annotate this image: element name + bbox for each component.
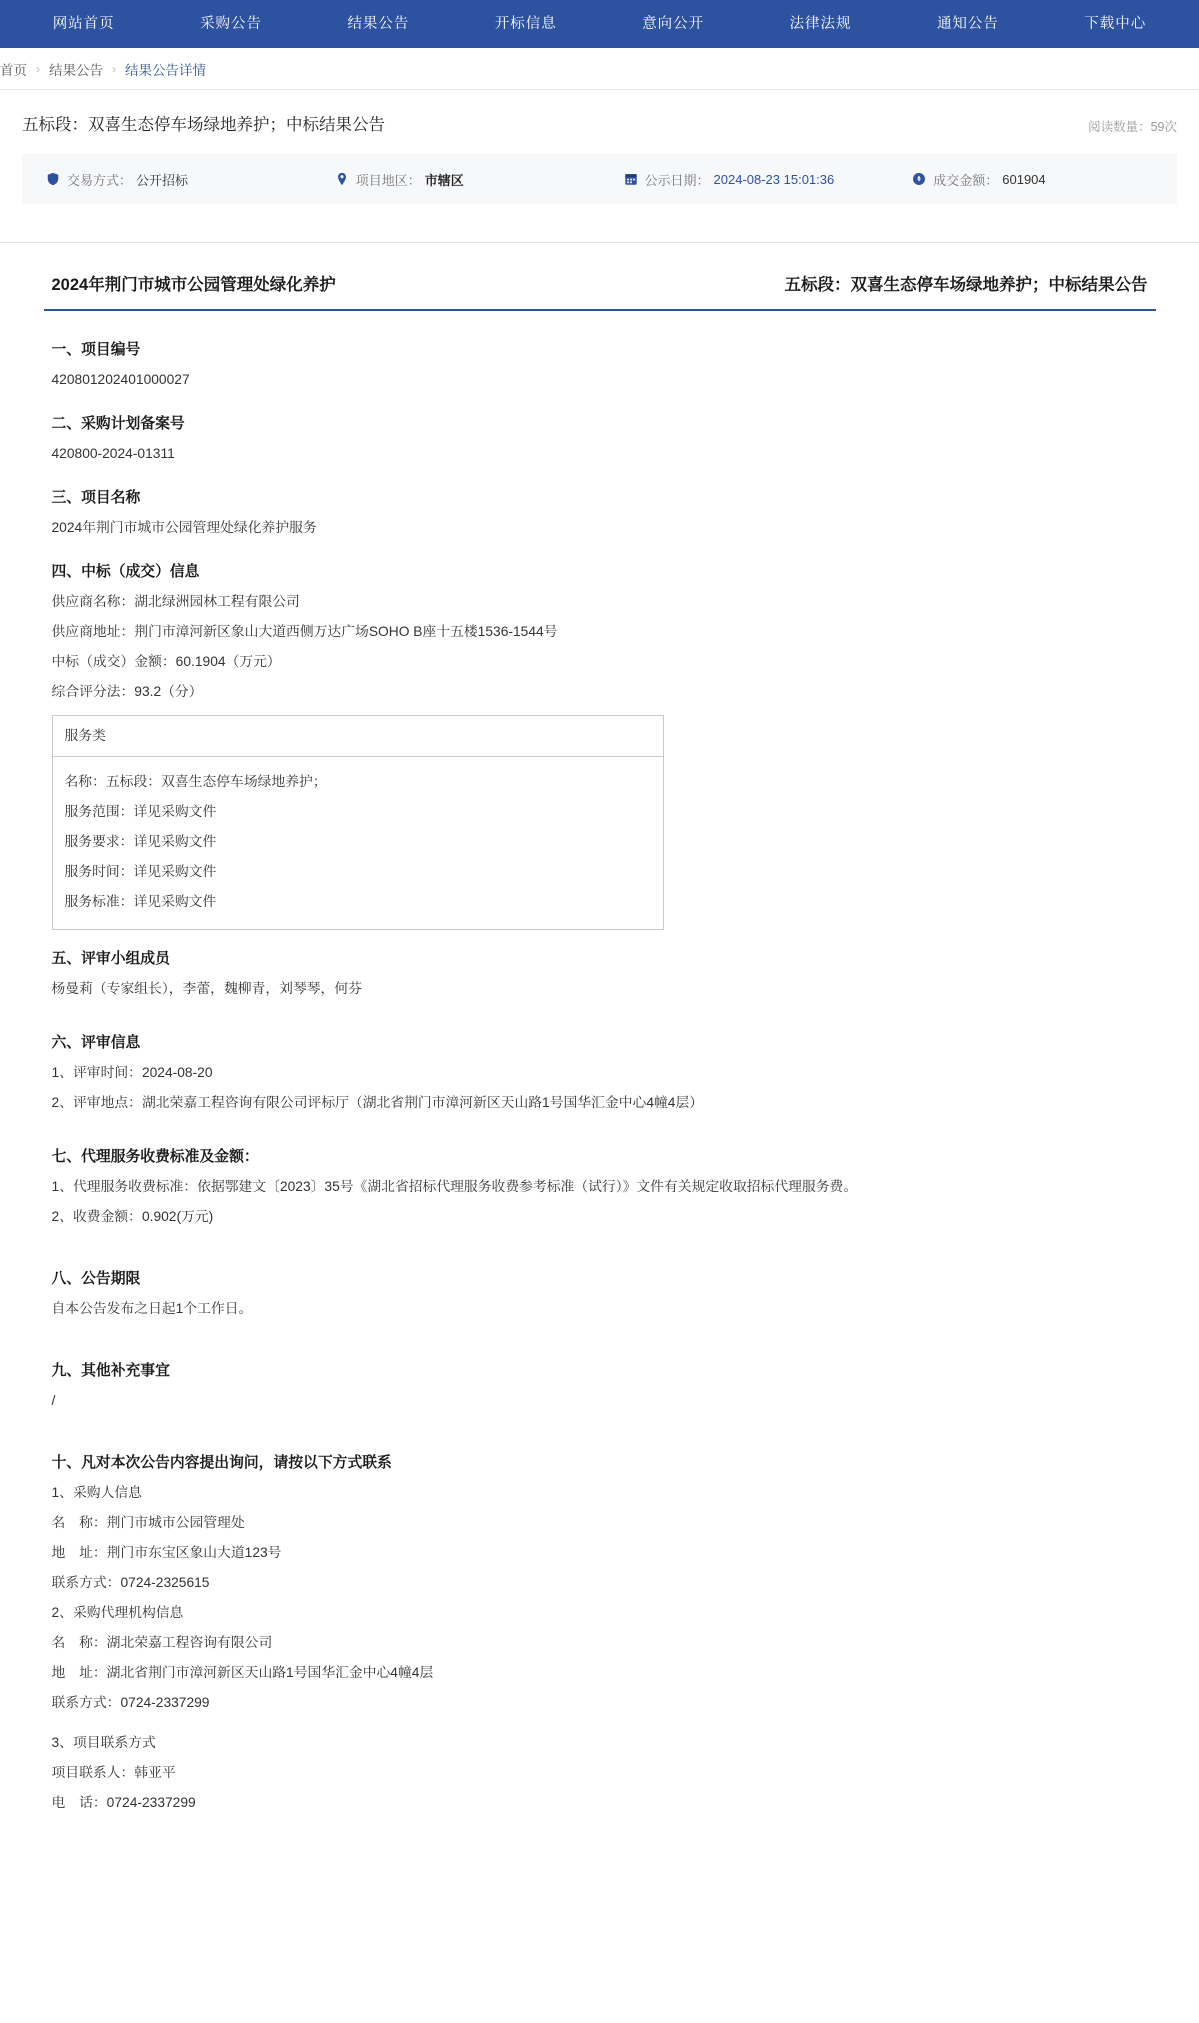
service-row-name: 名称：五标段：双喜生态停车场绿地养护；: [64, 774, 327, 789]
nav-item-intention-disclosure[interactable]: 意向公开: [642, 16, 705, 32]
breadcrumb-separator-icon: ›: [112, 61, 116, 76]
agency-info-label: 2、采购代理机构信息: [51, 1605, 184, 1620]
spacer: [52, 1232, 1148, 1250]
service-row-standard: 服务标准：详见采购文件: [64, 894, 217, 909]
page-title: 五标段：双喜生态停车场绿地养护；中标结果公告: [22, 116, 385, 134]
meta-amount-value: 601904: [1002, 171, 1046, 187]
nav-item-procurement-notice[interactable]: 采购公告: [200, 16, 263, 32]
meta-bar: [22, 154, 1177, 204]
calendar-icon: [624, 172, 638, 186]
nav-item-laws-regulations[interactable]: 法律法规: [789, 16, 852, 32]
spacer: [52, 1718, 1148, 1728]
service-table-header: 服务类: [53, 716, 663, 757]
meta-publish-date-label: 公示日期：: [644, 172, 710, 188]
breadcrumb-item-result-notice[interactable]: 结果公告: [49, 62, 103, 78]
section-5-title: 五、评审小组成员: [51, 951, 170, 967]
meta-trade-mode-label: 交易方式：: [67, 172, 133, 188]
agency-address: 地 址：湖北省荆门市漳河新区天山路1号国华汇金中心4幢4层: [51, 1665, 434, 1680]
section-4-title: 四、中标（成交）信息: [51, 564, 200, 580]
meta-amount-label: 成交金额：: [933, 172, 999, 188]
meta-region-label: 项目地区：: [355, 172, 421, 188]
winning-amount: 中标（成交）金额：60.1904（万元）: [51, 654, 281, 669]
breadcrumb: [0, 48, 1199, 90]
section-9-body: /: [51, 1393, 56, 1408]
section-7-title: 七、代理服务收费标准及金额：: [51, 1149, 259, 1165]
spacer: [52, 1324, 1148, 1342]
project-contact-label: 3、项目联系方式: [51, 1735, 156, 1750]
location-pin-icon: [335, 172, 349, 186]
service-table-body: [53, 757, 663, 929]
service-row-time: 服务时间：详见采购文件: [64, 864, 217, 879]
service-table: [52, 715, 664, 930]
section-3-body: 2024年荆门市城市公园管理处绿化养护服务: [51, 520, 317, 535]
agency-fee-standard: 1、代理服务收费标准：依据鄂建文〔2023〕35号《湖北省招标代理服务收费参考标准（试行）》文件有关规定收取招标代理服务费。: [51, 1179, 858, 1194]
coin-icon: [912, 172, 926, 186]
announcement-header: [0, 90, 1199, 138]
section-3-title: 三、项目名称: [51, 490, 141, 506]
meta-region-value: 市辖区: [424, 172, 464, 188]
nav-item-announcements[interactable]: 通知公告: [936, 16, 999, 32]
purchaser-info-label: 1、采购人信息: [51, 1485, 142, 1500]
document-headline: [44, 271, 1156, 311]
announcement-body-card: [0, 242, 1199, 1918]
purchaser-contact: 联系方式：0724-2325615: [51, 1575, 210, 1590]
meta-publish-date-value: 2024-08-23 15:01:36: [713, 171, 835, 187]
agency-fee-amount: 2、收费金额：0.902(万元): [51, 1209, 214, 1224]
read-count: [1088, 112, 1177, 135]
meta-amount: [888, 170, 1177, 189]
meta-trade-mode: [22, 170, 311, 189]
service-row-requirement: 服务要求：详见采购文件: [64, 834, 217, 849]
section-5-body: 杨曼莉（专家组长），李蕾，魏柳青，刘琴琴，何芬: [51, 981, 362, 996]
section-8-title: 八、公告期限: [51, 1271, 141, 1287]
agency-name: 名 称：湖北荣嘉工程咨询有限公司: [51, 1635, 273, 1650]
review-time: 1、评审时间：2024-08-20: [51, 1065, 213, 1080]
section-1-title: 一、项目编号: [51, 342, 141, 358]
section-2-body: 420800-2024-01311: [51, 446, 175, 461]
read-count-label: 阅读数量：: [1088, 120, 1151, 134]
purchaser-name: 名 称：荆门市城市公园管理处: [51, 1515, 245, 1530]
spacer: [52, 1004, 1148, 1014]
project-contact-person: 项目联系人：韩亚平: [51, 1765, 176, 1780]
primary-navigation: [0, 0, 1199, 48]
section-9-title: 九、其他补充事宜: [51, 1363, 170, 1379]
breadcrumb-item-result-detail: 结果公告详情: [125, 62, 206, 78]
supplier-name: 供应商名称：湖北绿洲园林工程有限公司: [51, 594, 300, 609]
nav-item-bid-opening-info[interactable]: 开标信息: [494, 16, 557, 32]
nav-item-download-center[interactable]: 下载中心: [1084, 16, 1147, 32]
section-1-body: 420801202401000027: [51, 372, 190, 387]
spacer: [52, 1416, 1148, 1434]
breadcrumb-separator-icon: ›: [36, 61, 40, 76]
service-row-scope: 服务范围：详见采购文件: [64, 804, 217, 819]
section-8-body: 自本公告发布之日起1个工作日。: [51, 1301, 253, 1316]
meta-trade-mode-value: 公开招标: [136, 172, 189, 188]
shield-icon: [46, 172, 60, 186]
project-contact-phone: 电 话：0724-2337299: [51, 1795, 196, 1810]
review-location: 2、评审地点：湖北荣嘉工程咨询有限公司评标厅（湖北省荆门市漳河新区天山路1号国华汇金中心4幢4层）: [51, 1095, 704, 1110]
comprehensive-score: 综合评分法：93.2（分）: [51, 684, 203, 699]
nav-item-home[interactable]: 网站首页: [52, 16, 115, 32]
breadcrumb-item-home[interactable]: 首页: [0, 62, 27, 78]
read-count-value: 59次: [1150, 120, 1177, 134]
nav-item-result-notice[interactable]: 结果公告: [347, 16, 410, 32]
spacer: [52, 1818, 1148, 1878]
supplier-address: 供应商地址：荆门市漳河新区象山大道西侧万达广场SOHO B座十五楼1536-1544号: [51, 624, 558, 639]
section-2-title: 二、采购计划备案号: [51, 416, 185, 432]
section-10-title: 十、凡对本次公告内容提出询问，请按以下方式联系: [51, 1455, 392, 1471]
meta-publish-date: [600, 170, 889, 189]
agency-contact: 联系方式：0724-2337299: [51, 1695, 210, 1710]
section-6-title: 六、评审信息: [51, 1035, 141, 1051]
spacer: [52, 1118, 1148, 1128]
meta-region: [311, 170, 600, 189]
document-headline-right: 五标段：双喜生态停车场绿地养护；中标结果公告: [784, 276, 1148, 294]
purchaser-address: 地 址：荆门市东宝区象山大道123号: [51, 1545, 282, 1560]
spacer: [0, 204, 1199, 242]
document-content: [44, 311, 1156, 1878]
document-headline-left: 2024年荆门市城市公园管理处绿化养护: [51, 276, 336, 294]
